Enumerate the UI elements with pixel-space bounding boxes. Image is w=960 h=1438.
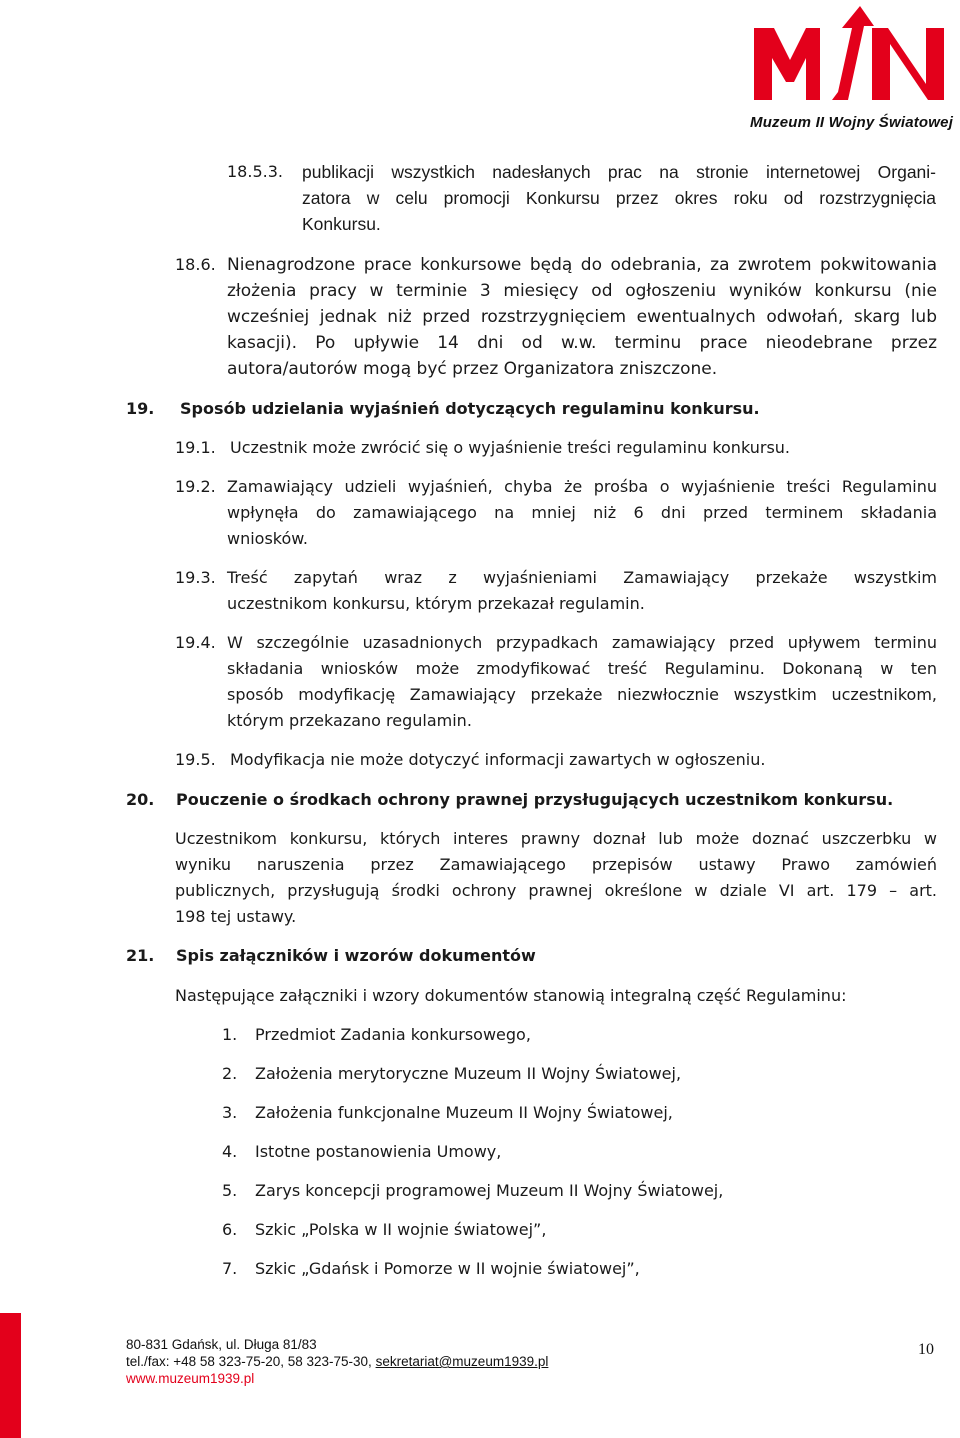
text-line: wyniku naruszenia przez Zamawiającego przepisów ustawy Prawo zamówień bbox=[175, 855, 937, 874]
list-item bbox=[222, 1100, 922, 1139]
list-item bbox=[222, 1061, 922, 1100]
text-line: 198 tej ustawy. bbox=[175, 907, 297, 926]
paragraph-19-4 bbox=[227, 630, 937, 734]
list-item-text: Przedmiot Zadania konkursowego, bbox=[255, 1025, 531, 1044]
text-line: zatora w celu promocji Konkursu przez okres roku od rozstrzygnięcia bbox=[302, 188, 936, 208]
text-line: autora/autorów mogą być przez Organizatora zniszczone. bbox=[227, 359, 718, 379]
list-item-number: 1. bbox=[222, 1025, 238, 1044]
text-line: złożenia pracy w terminie 3 miesięcy od ogłoszeniu wyników konkursu (nie bbox=[227, 281, 937, 301]
text-line: Treść zapytań wraz z wyjaśnieniami Zamawiający przekaże wszystkim bbox=[227, 568, 937, 587]
text-line: kasacji). Po upływie 14 dni od w.w. terminu prace nieodebrane przez bbox=[227, 333, 937, 353]
list-item bbox=[222, 1256, 922, 1295]
footer-website-link[interactable]: www.muzeum1939.pl bbox=[126, 1371, 255, 1386]
paragraph-20 bbox=[175, 826, 937, 930]
page-number: 10 bbox=[918, 1341, 934, 1358]
list-item-text: Istotne postanowienia Umowy, bbox=[255, 1142, 502, 1161]
section-number: 18.6. bbox=[175, 255, 216, 274]
list-item-text: Założenia funkcjonalne Muzeum II Wojny Światowej, bbox=[255, 1103, 673, 1122]
footer-phone-line bbox=[126, 1353, 686, 1370]
section-heading-20: Pouczenie o środkach ochrony prawnej przysługujących uczestnikom konkursu. bbox=[176, 790, 894, 809]
list-item-text: Szkic „Polska w II wojnie światowej”, bbox=[255, 1220, 547, 1239]
section-heading-19: Sposób udzielania wyjaśnień dotyczących regulaminu konkursu. bbox=[180, 399, 760, 418]
museum-logo bbox=[748, 0, 954, 135]
paragraph-19-2 bbox=[227, 474, 937, 552]
text-line: sposób modyfikację Zamawiający przekaże niezwłocznie wszystkim uczestnikom, bbox=[227, 685, 937, 704]
text-line: Nienagrodzone prace konkursowe będą do odebrania, za zwrotem pokwitowania bbox=[227, 255, 937, 275]
list-item-number: 5. bbox=[222, 1181, 238, 1200]
logo-caption: Muzeum II Wojny Światowej bbox=[750, 114, 954, 131]
list-item bbox=[222, 1217, 922, 1256]
text-line: wcześniej jednak niż przed rozstrzygnięciem ewentualnych odwołań, skarg lub bbox=[227, 307, 937, 327]
text-line: którym przekazano regulamin. bbox=[227, 711, 472, 730]
list-item-number: 7. bbox=[222, 1259, 238, 1278]
footer-contact bbox=[126, 1336, 686, 1387]
footer-email-link[interactable]: sekretariat@muzeum1939.pl bbox=[375, 1354, 549, 1369]
text-line: Zamawiający udzieli wyjaśnień, chyba że prośba o wyjaśnienie treści Regulaminu bbox=[227, 477, 937, 496]
footer-phone: tel./fax: +48 58 323-75-20, 58 323-75-30, bbox=[126, 1354, 372, 1369]
footer-red-bar bbox=[0, 1313, 21, 1438]
list-item bbox=[222, 1139, 922, 1178]
list-item-number: 3. bbox=[222, 1103, 238, 1122]
text-line: publicznych, przysługują środki ochrony prawnej określone w dziale VI art. 179 – art. bbox=[175, 881, 937, 900]
section-number: 19.5. bbox=[175, 750, 216, 769]
section-number: 19.3. bbox=[175, 568, 216, 587]
paragraph-19-5: Modyfikacja nie może dotyczyć informacji zawartych w ogłoszeniu. bbox=[230, 750, 766, 769]
section-number: 21. bbox=[126, 946, 155, 965]
list-item-text: Założenia merytoryczne Muzeum II Wojny Światowej, bbox=[255, 1064, 682, 1083]
list-item-number: 2. bbox=[222, 1064, 238, 1083]
attachments-list bbox=[222, 1022, 922, 1295]
attachments-intro: Następujące załączniki i wzory dokumentów stanowią integralną część Regulaminu: bbox=[175, 986, 847, 1005]
section-number: 19.2. bbox=[175, 477, 216, 496]
text-line: publikacji wszystkich nadesłanych prac na stronie internetowej Organi- bbox=[302, 162, 936, 182]
list-item-text: Zarys koncepcji programowej Muzeum II Wojny Światowej, bbox=[255, 1181, 724, 1200]
text-line: Uczestnikom konkursu, których interes prawny doznał lub może doznać uszczerbku w bbox=[175, 829, 937, 848]
text-line: uczestnikom konkursu, którym przekazał regulamin. bbox=[227, 594, 645, 613]
paragraph-19-3 bbox=[227, 565, 937, 617]
text-line: składania wniosków może zmodyfikować treść Regulaminu. Dokonaną w ten bbox=[227, 659, 937, 678]
text-line: wniosków. bbox=[227, 529, 308, 548]
section-number: 19. bbox=[126, 399, 155, 418]
text-line: wpłynęła do zamawiającego na mniej niż 6 dni przed terminem składania bbox=[227, 503, 937, 522]
list-item bbox=[222, 1022, 922, 1061]
section-heading-21: Spis załączników i wzorów dokumentów bbox=[176, 946, 536, 965]
list-item-text: Szkic „Gdańsk i Pomorze w II wojnie światowej”, bbox=[255, 1259, 640, 1278]
section-number: 19.4. bbox=[175, 633, 216, 652]
section-number: 18.5.3. bbox=[227, 162, 283, 181]
section-number: 19.1. bbox=[175, 438, 216, 457]
text-line: W szczególnie uzasadnionych przypadkach zamawiający przed upływem terminu bbox=[227, 633, 937, 652]
list-item-number: 6. bbox=[222, 1220, 238, 1239]
paragraph-18-5-3 bbox=[302, 159, 936, 237]
logo-mark-icon bbox=[748, 0, 948, 104]
paragraph-18-6 bbox=[227, 252, 937, 382]
footer-address: 80-831 Gdańsk, ul. Długa 81/83 bbox=[126, 1337, 317, 1352]
text-line: Konkursu. bbox=[302, 214, 381, 234]
list-item-number: 4. bbox=[222, 1142, 238, 1161]
paragraph-19-1: Uczestnik może zwrócić się o wyjaśnienie treści regulaminu konkursu. bbox=[230, 438, 790, 457]
section-number: 20. bbox=[126, 790, 155, 809]
list-item bbox=[222, 1178, 922, 1217]
